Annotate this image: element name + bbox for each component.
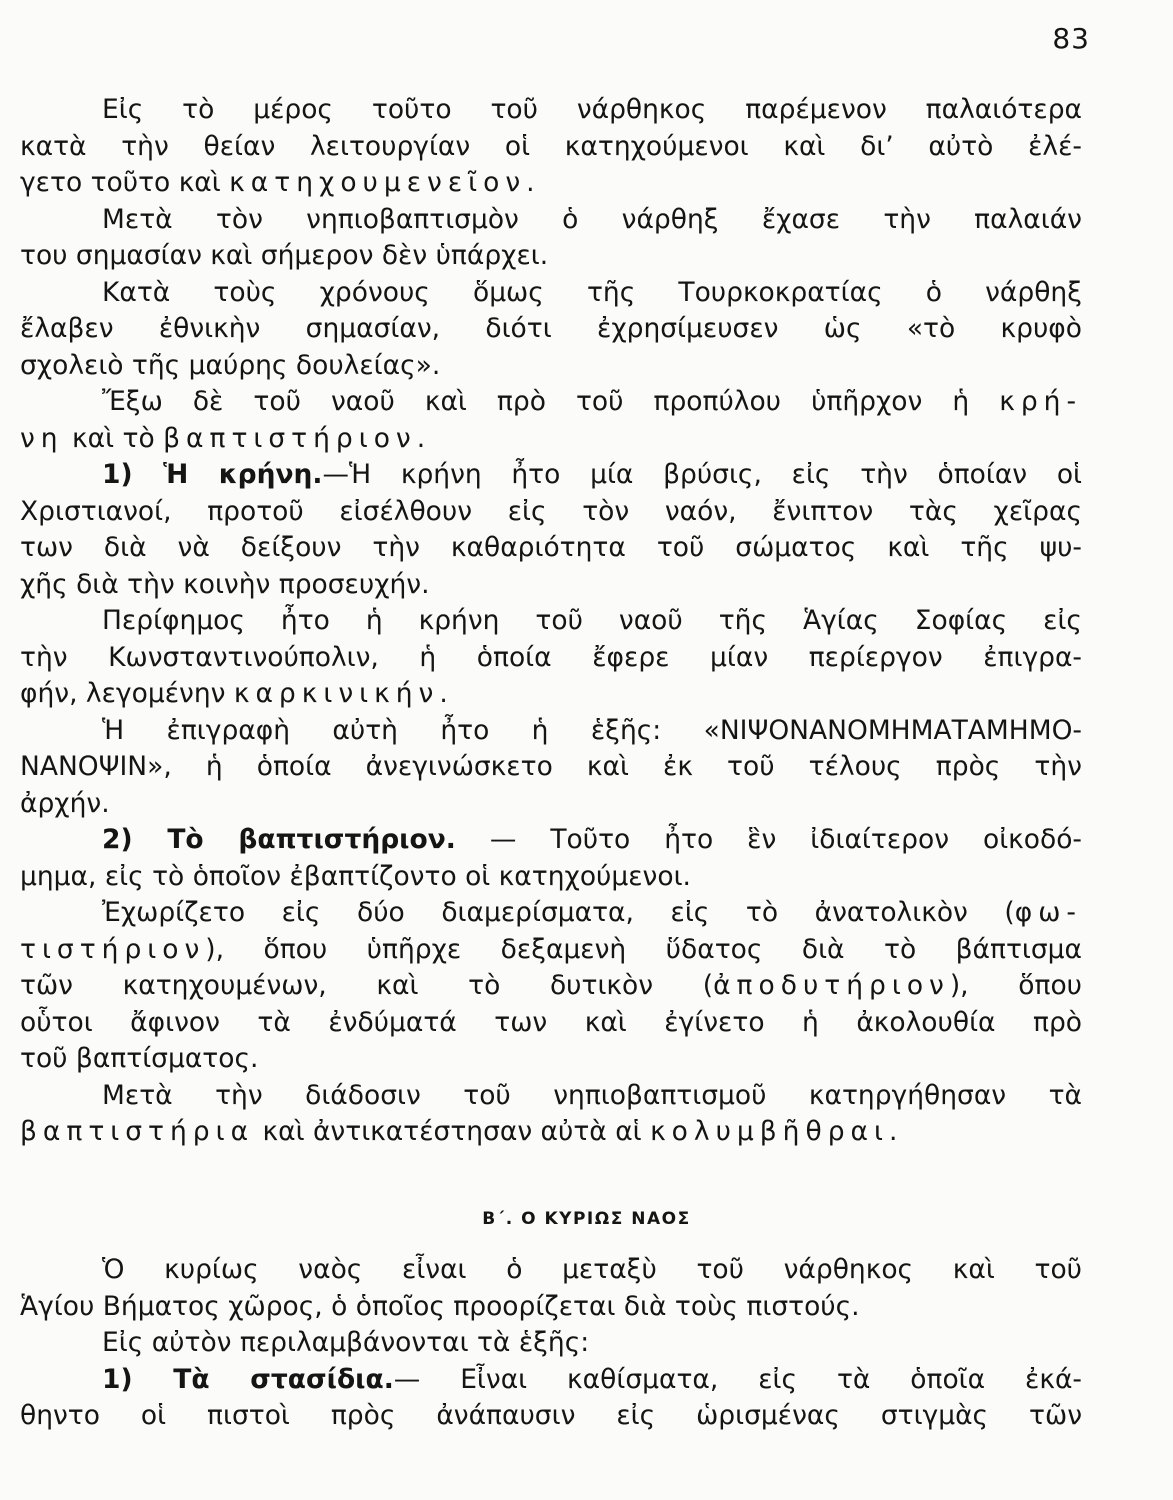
text-line — [20, 1289, 1082, 1326]
text-run: κολυμβῆθραι. — [650, 1116, 904, 1147]
text-run: Ἐχωρίζετο εἰς δύο διαμερίσματα, εἰς τὸ ἀνατολικὸν ( — [102, 897, 1015, 928]
text-line — [20, 384, 1082, 421]
text-run: οὗτοι ἄφινον τὰ ἐνδύματά των καὶ ἐγίνετο ἡ ἀκολουθία πρὸ — [20, 1006, 1082, 1038]
text-line — [20, 1252, 1082, 1289]
text-line — [20, 92, 1082, 129]
text-line — [20, 275, 1082, 312]
text-line — [20, 348, 1082, 385]
text-line — [20, 129, 1082, 166]
text-run: κατηχουμενεῖον. — [229, 167, 541, 198]
text-line — [20, 1325, 1082, 1362]
text-line — [20, 713, 1082, 750]
text-line — [20, 859, 1082, 896]
text-run: 1) Τὰ στασίδια. — [102, 1363, 394, 1395]
text-run: 1) Ἡ κρήνη. — [102, 459, 323, 490]
text-line — [20, 1398, 1082, 1435]
text-line — [20, 202, 1082, 239]
text-line — [20, 421, 1082, 458]
text-run: θηντο οἱ πιστοὶ πρὸς ἀνάπαυσιν εἰς ὡρισμένας στιγμὰς τῶν — [20, 1400, 1082, 1431]
text-run: — Τοῦτο ἦτο ἓν ἰδιαίτερον οἰκοδό- — [455, 824, 1082, 855]
text-run: γετο τοῦτο καὶ — [20, 167, 230, 198]
text-run: Μετὰ τὸν νηπιοβαπτισμὸν ὁ νάρθηξ ἔχασε τὴν παλαιάν — [102, 203, 1082, 235]
text-run: καρκινικήν. — [233, 678, 454, 709]
text-run: τιστήριον — [20, 933, 206, 965]
text-run: Μετὰ τὴν διάδοσιν τοῦ νηπιοβαπτισμοῦ κατηργήθησαν τὰ — [102, 1079, 1082, 1111]
text-run: Ἔξω δὲ τοῦ ναοῦ καὶ πρὸ τοῦ προπύλου ὑπῆρχον ἡ — [102, 386, 1000, 417]
text-line — [20, 968, 1082, 1005]
text-run: του σημασίαν καὶ σήμερον δὲν ὑπάρχει. — [20, 240, 549, 271]
text-run: σχολειὸ τῆς μαύρης δουλείας». — [20, 349, 441, 381]
text-line — [20, 676, 1082, 713]
text-run: Ἁγίου Βήματος χῶρος, ὁ ὁποῖος προορίζεται διὰ τοὺς πιστούς. — [20, 1290, 860, 1322]
text-line — [20, 786, 1082, 823]
text-run: φήν, λεγομένην — [20, 678, 234, 709]
text-run: χῆς διὰ τὴν κοινὴν προσευχήν. — [20, 568, 430, 600]
text-line — [20, 165, 1082, 202]
text-run: τὴν Κωνσταντινούπολιν, ἡ ὁποία ἔφερε μίαν περίεργον ἐπιγρα- — [20, 641, 1082, 673]
text-line — [20, 1078, 1082, 1115]
text-line — [20, 238, 1082, 275]
text-run: Ἡ ἐπιγραφὴ αὐτὴ ἦτο ἡ ἑξῆς: «ΝΙΨΟΝΑΝΟΜΗΜΑΤΑΜΗΜΟ- — [102, 714, 1082, 746]
body-text-upper — [20, 92, 1082, 1151]
text-run: Ὁ κυρίως ναὸς εἶναι ὁ μεταξὺ τοῦ νάρθηκος καὶ τοῦ — [102, 1254, 1082, 1285]
text-run: των διὰ νὰ δείξουν τὴν καθαριότητα τοῦ σώματος καὶ τῆς ψυ- — [20, 532, 1082, 563]
text-line — [20, 895, 1082, 932]
text-line — [20, 494, 1082, 531]
text-line — [20, 1362, 1082, 1399]
text-run: ), ὅπου — [949, 970, 1082, 1001]
text-line — [20, 822, 1082, 859]
text-run: μημα, εἰς τὸ ὁποῖον ἐβαπτίζοντο οἱ κατηχούμενοι. — [20, 860, 691, 892]
text-run: καὶ ἀντικατέστησαν αὐτὰ αἱ — [254, 1116, 651, 1147]
text-line — [20, 1005, 1082, 1042]
page-number: 83 — [1052, 22, 1090, 55]
text-line — [20, 530, 1082, 567]
text-run: Εἰς τὸ μέρος τοῦτο τοῦ νάρθηκος παρέμενον παλαιότερα — [102, 94, 1082, 125]
text-run: ἀποδυτήριον — [713, 970, 950, 1001]
text-run: φω- — [1014, 897, 1082, 928]
text-line — [20, 1114, 1082, 1151]
text-run: βαπτιστήρια — [20, 1116, 255, 1147]
text-run: Εἰς αὐτὸν περιλαμβάνονται τὰ ἑξῆς: — [102, 1327, 590, 1358]
text-run: Χριστιανοί, προτοῦ εἰσέλθουν εἰς τὸν ναόν, ἔνιπτον τὰς χεῖρας — [20, 495, 1082, 527]
text-run: 2) Τὸ βαπτιστήριον. — [102, 824, 456, 855]
text-line — [20, 457, 1082, 494]
section-heading: Β΄. Ο ΚΥΡΙΩΣ ΝΑΟΣ — [482, 1209, 691, 1229]
text-line — [20, 567, 1082, 604]
text-run: ἔλαβεν ἐθνικὴν σημασίαν, διότι ἐχρησίμευσεν ὡς «τὸ κρυφὸ — [20, 313, 1082, 344]
text-run: —Ἡ κρήνη ἦτο μία βρύσις, εἰς τὴν ὁποίαν οἱ — [322, 459, 1083, 490]
text-line — [20, 640, 1082, 677]
text-line — [20, 311, 1082, 348]
text-run: ΝΑΝΟΨΙΝ», ἡ ὁποία ἀνεγινώσκετο καὶ ἐκ τοῦ τέλους πρὸς τὴν — [20, 751, 1082, 782]
body-text-lower — [20, 1252, 1082, 1435]
text-run: νη — [20, 422, 64, 454]
text-run: καὶ τὸ — [63, 422, 164, 454]
text-run: τῶν κατηχουμένων, καὶ τὸ δυτικὸν ( — [20, 970, 714, 1001]
text-run: — Εἶναι καθίσματα, εἰς τὰ ὁποῖα ἐκά- — [393, 1363, 1082, 1395]
text-run: ἀρχήν. — [20, 787, 110, 819]
text-run: κατὰ τὴν θείαν λειτουργίαν οἱ κατηχούμενοι καὶ δι’ αὐτὸ ἐλέ- — [20, 130, 1082, 162]
text-run: κρή- — [999, 386, 1082, 417]
text-run: βαπτιστήριον. — [163, 422, 432, 454]
text-line — [20, 932, 1082, 969]
text-run: Κατὰ τοὺς χρόνους ὅμως τῆς Τουρκοκρατίας ὁ νάρθηξ — [102, 276, 1082, 308]
text-run: Περίφημος ἦτο ἡ κρήνη τοῦ ναοῦ τῆς Ἁγίας Σοφίας εἰς — [102, 605, 1082, 636]
text-line — [20, 603, 1082, 640]
text-line — [20, 749, 1082, 786]
text-line — [20, 1041, 1082, 1078]
text-run: τοῦ βαπτίσματος. — [20, 1043, 259, 1074]
text-run: ), ὅπου ὑπῆρχε δεξαμενὴ ὕδατος διὰ τὸ βάπτισμα — [205, 933, 1082, 965]
